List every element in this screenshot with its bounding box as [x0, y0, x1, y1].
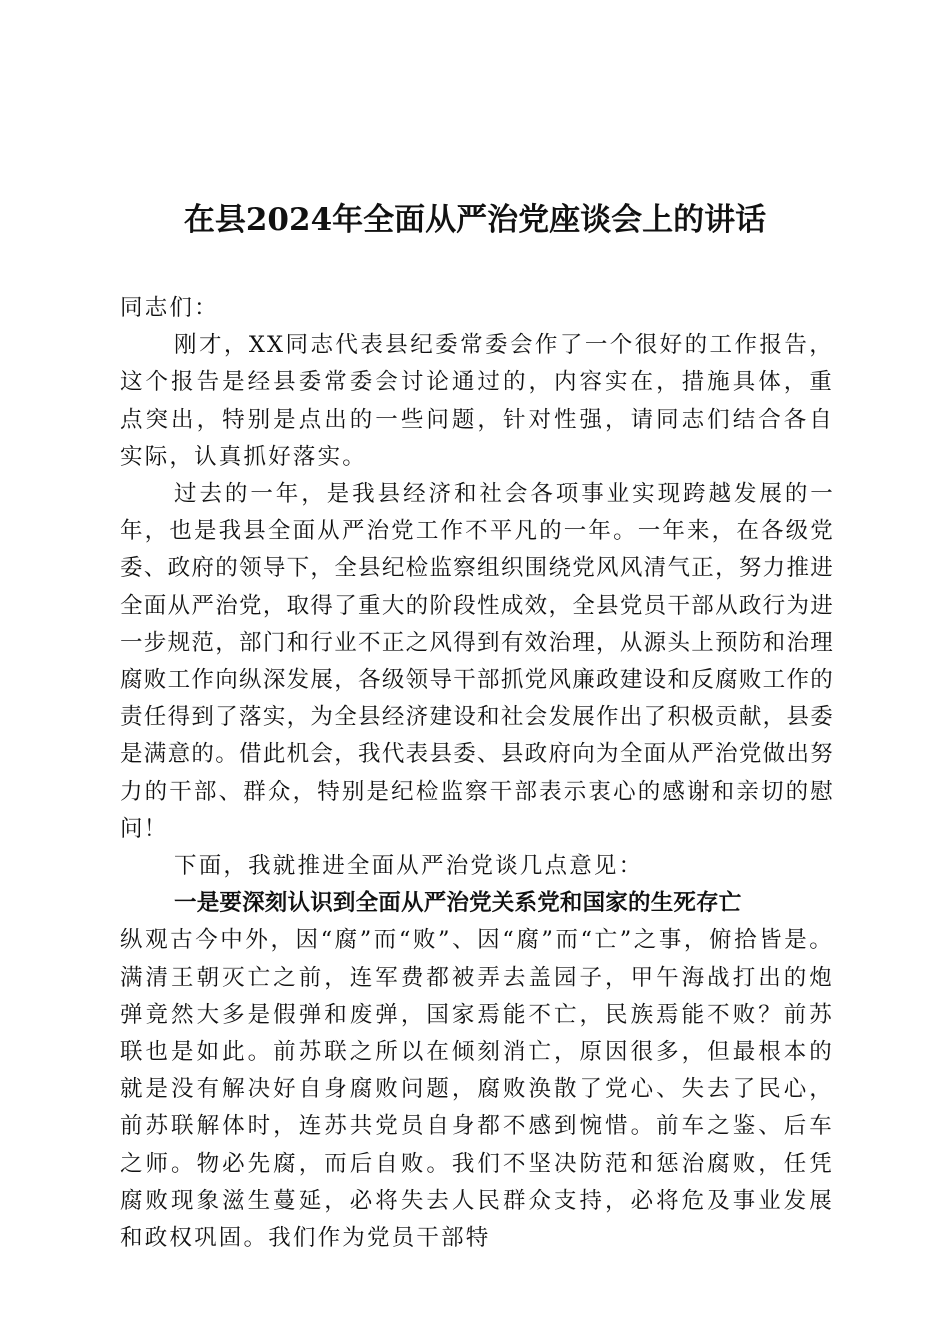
salutation: 同志们： — [120, 295, 219, 321]
paragraph-opening: 刚才，XX同志代表县纪委常委会作了一个很好的工作报告，这个报告是经县委常委会讨论通过的，内容实在，措施具体，重点突出，特别是点出的一些问题，针对性强，请同志们结合各自实际，认真抓好落实。 — [120, 332, 834, 470]
paragraph-review: 过去的一年，是我县经济和社会各项事业实现跨越发展的一年，也是我县全面从严治党工作不平凡的一年。一年来，在各级党委、政府的领导下，全县纪检监察组织围绕党风风清气正，努力推进全面从严治党，取得了重大的阶段性成效，全县党员干部从政行为进一步规范，部门和行业不正之风得到有效治理，从源头上预防和治理腐败工作向纵深发展，各级领导干部抓党风廉政建设和反腐败工作的责任得到了落实，为全县经济建设和社会发展作出了积极贡献，县委是满意的。借此机会，我代表县委、县政府向为全面从严治党做出努力的干部、群众，特别是纪检监察干部表示衷心的感谢和亲切的慰问！ — [120, 481, 834, 842]
document-title: 在县2024年全面从严治党座谈会上的讲话 — [183, 202, 767, 238]
section-heading-line — [120, 885, 834, 922]
section-heading: 一是要深刻认识到全面从严治党关系党和国家的生死存亡 — [174, 890, 742, 917]
section-body: 纵观古今中外，因“腐”而“败”、因“腐”而“亡”之事，俯拾皆是。满清王朝灭亡之前，连军费都被弄去盖园子，甲午海战打出的炮弹竟然大多是假弹和废弹，国家焉能不亡，民族焉能不败？前苏联也是如此。前苏联之所以在倾刻消亡，原因很多，但最根本的就是没有解决好自身腐败问题，腐败涣散了党心、失去了民心，前苏联解体时，连苏共党员自身都不感到惋惜。前车之鉴、后车之师。物必先腐，而后自败。我们不坚决防范和惩治腐败，任凭腐败现象滋生蔓延，必将失去人民群众支持，必将危及事业发展和政权巩固。我们作为党员干部特 — [120, 927, 834, 1252]
paragraph-transition: 下面，我就推进全面从严治党谈几点意见： — [174, 853, 644, 880]
document-body — [120, 290, 834, 1257]
